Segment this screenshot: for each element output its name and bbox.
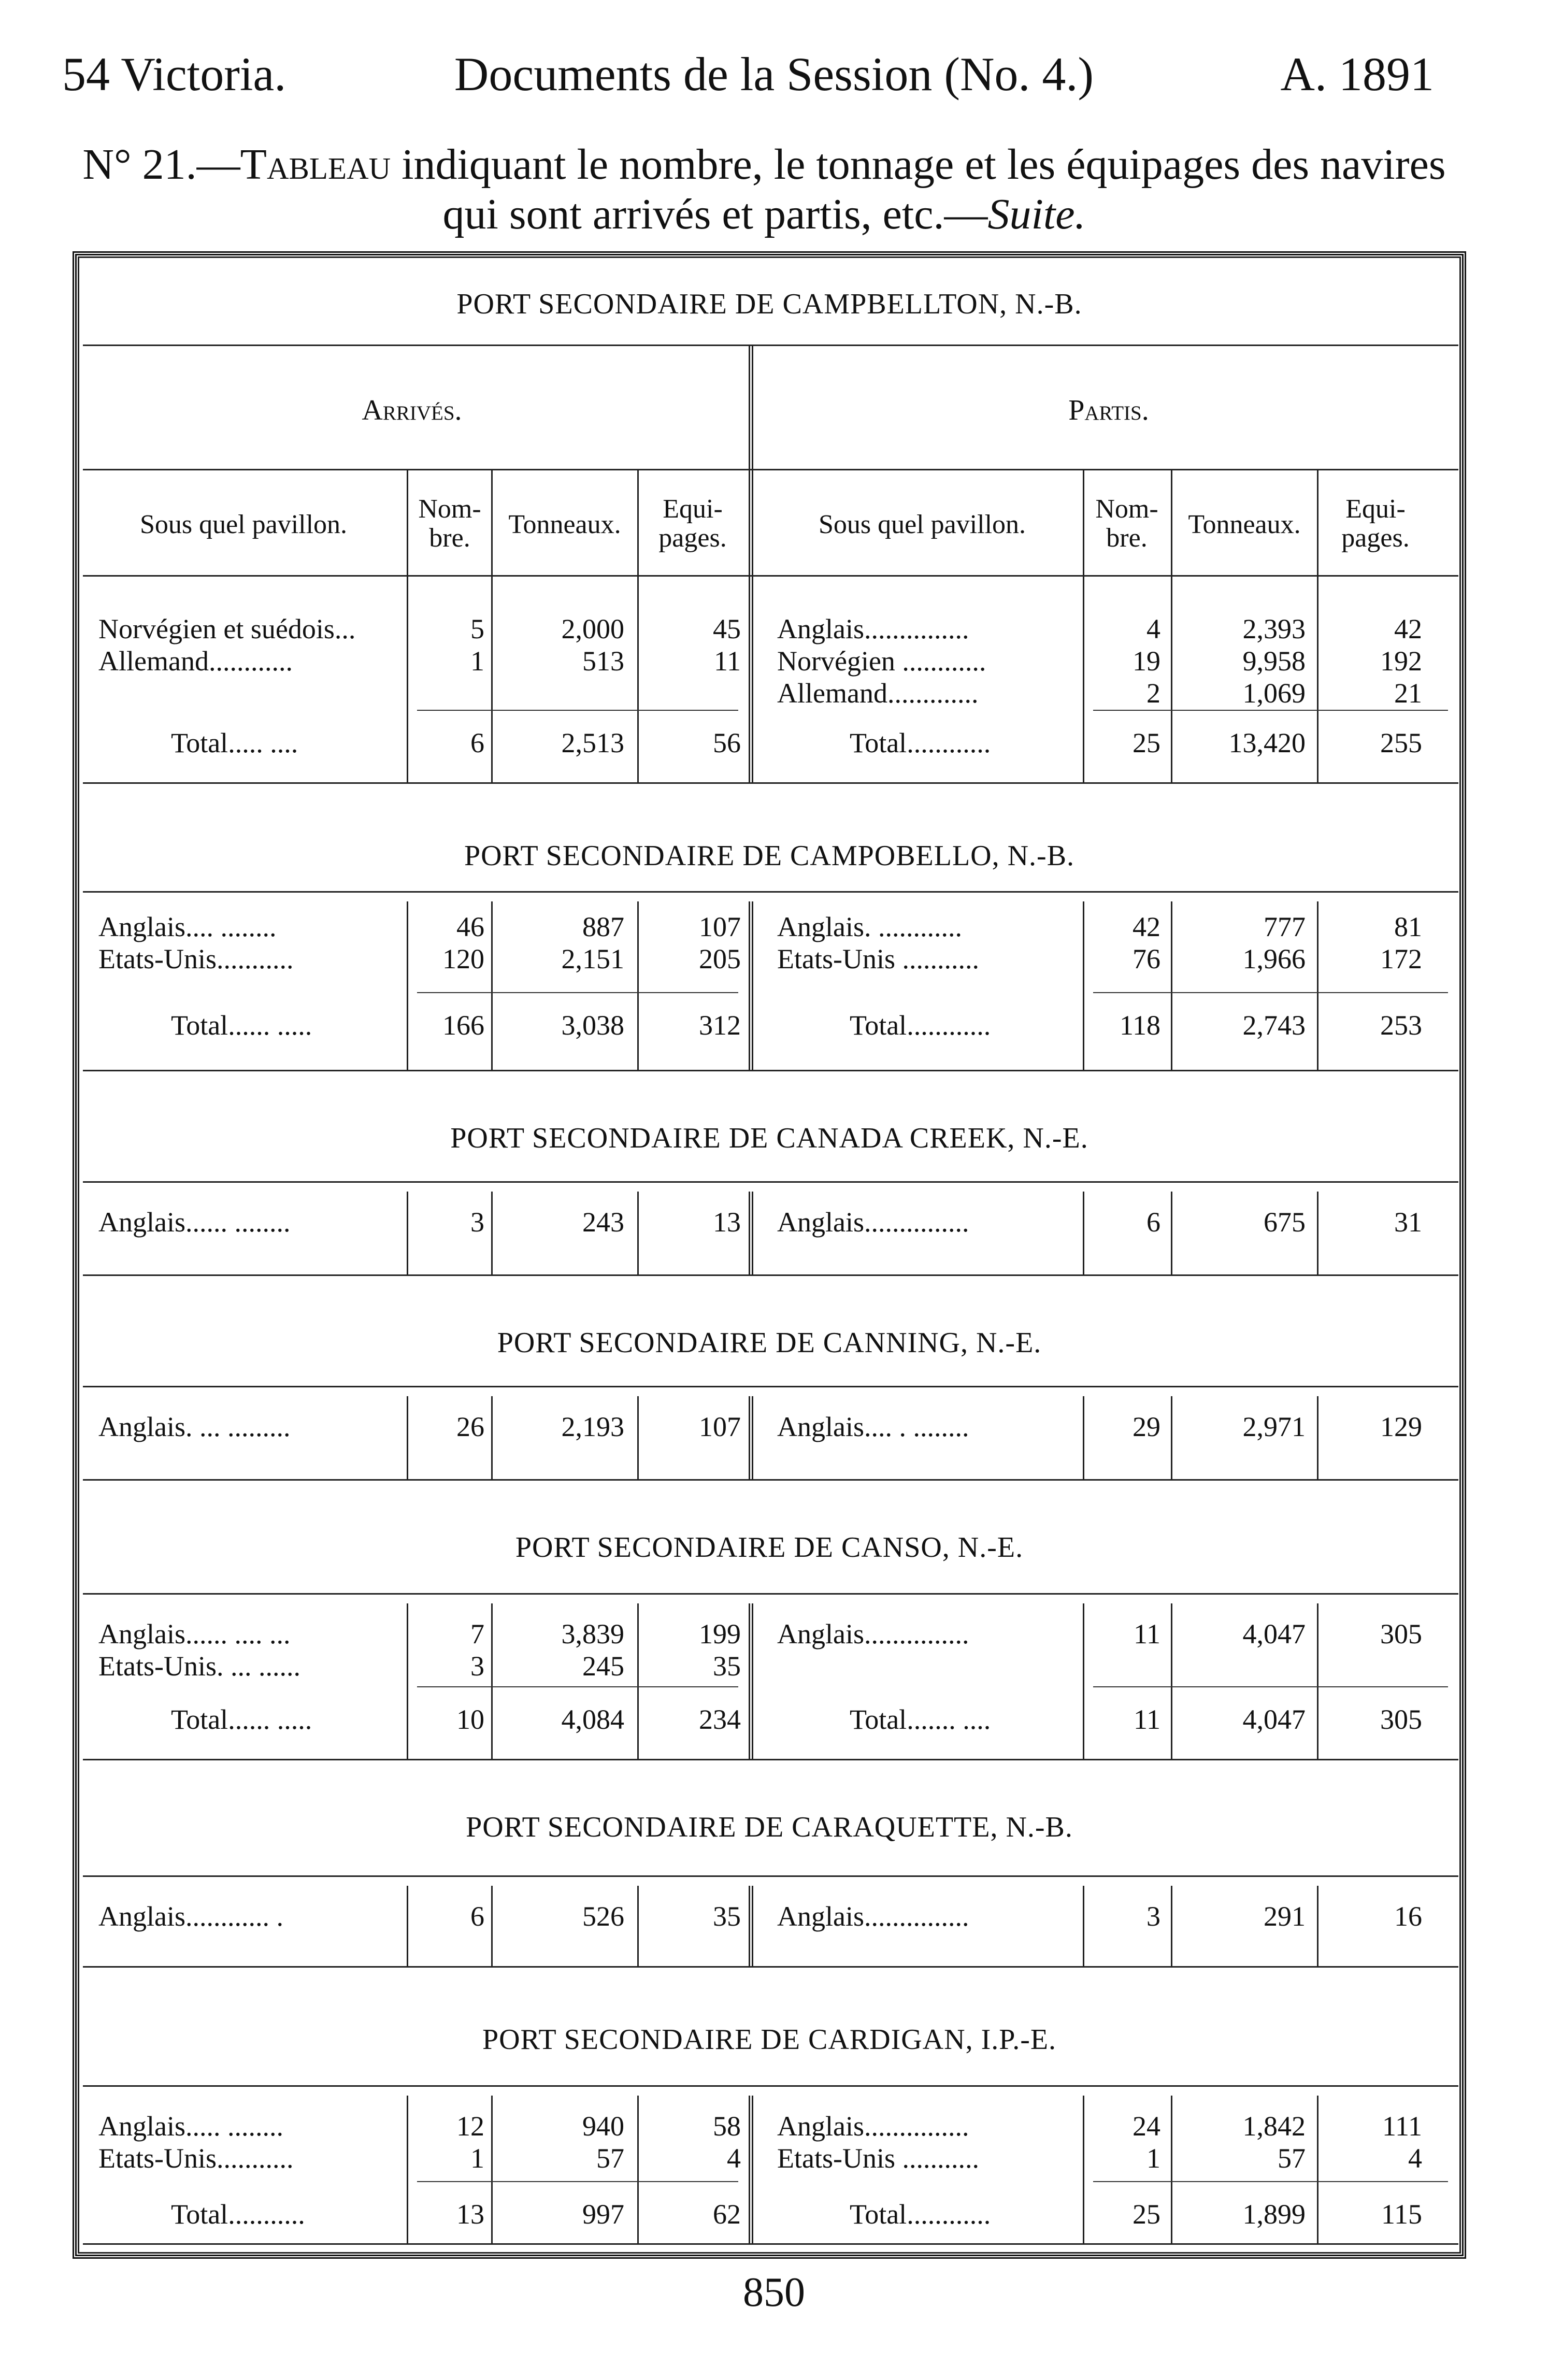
rule (83, 891, 1458, 893)
table-title-rest: indiquant le nombre, le tonnage et les équipages des navires (391, 140, 1446, 189)
departed-total-tons: 13,420 (1228, 727, 1306, 758)
departed-heading: Partis. (1068, 394, 1149, 426)
departed-crew-column-header (1318, 495, 1432, 553)
arrived-tons-cell: 513 (582, 646, 624, 677)
departed-number-cell: 11 (1134, 1618, 1160, 1650)
arrived-flag-cell: Anglais............ . (98, 1901, 283, 1932)
column-line (1171, 1886, 1172, 1966)
column-line (1171, 469, 1172, 782)
port-section-title: PORT SECONDAIRE DE CAMPBELLTON, N.-B. (456, 288, 1082, 320)
column-line (1317, 469, 1318, 782)
departed-flag-cell: Anglais............... (777, 1618, 969, 1650)
center-double-rule (749, 1396, 753, 1479)
departed-total-crew: 253 (1380, 1010, 1422, 1041)
departed-number-cell: 2 (1146, 678, 1160, 709)
arrived-number-column-header (408, 495, 491, 553)
departed-number-cell: 24 (1133, 2111, 1160, 2142)
total-rule (1093, 2181, 1448, 2182)
departed-total-crew: 115 (1381, 2199, 1422, 2230)
arrived-total-number: 13 (456, 2199, 484, 2230)
arrived-tons-cell: 243 (582, 1207, 624, 1238)
arrived-flag-cell: Etats-Unis. ... ...... (98, 1651, 300, 1682)
departed-total-number: 118 (1120, 1010, 1160, 1041)
arrived-crew-cell: 35 (713, 1651, 741, 1682)
departed-flag-cell: Etats-Unis ........... (777, 943, 979, 974)
column-line (491, 1603, 493, 1759)
departed-flag-cell: Allemand............. (777, 678, 979, 709)
departed-number-cell: 6 (1146, 1207, 1160, 1238)
column-line (1083, 1396, 1084, 1479)
arrived-tons-cell: 2,151 (561, 943, 624, 974)
column-line (407, 1396, 408, 1479)
arrived-crew-cell: 4 (727, 2143, 741, 2174)
departed-crew-cell: 16 (1394, 1901, 1422, 1932)
arrived-tons-cell: 3,839 (561, 1618, 624, 1650)
departed-flag-cell: Anglais............... (777, 2111, 969, 2142)
arrived-number-cell: 46 (456, 911, 484, 942)
departed-crew-cell: 21 (1394, 678, 1422, 709)
arrived-total-crew: 56 (713, 727, 741, 758)
arrived-flag-cell: Anglais..... ........ (98, 2111, 283, 2142)
arrived-tons-cell: 2,000 (561, 613, 624, 644)
number-header-line2: bre. (1106, 523, 1148, 553)
departed-tons-cell: 291 (1264, 1901, 1306, 1932)
arrived-number-cell: 5 (470, 613, 484, 644)
arrived-total-tons: 3,038 (561, 1010, 624, 1041)
arrived-tons-column-header: Tonneaux. (508, 510, 621, 539)
center-double-rule (749, 1192, 753, 1274)
column-line (407, 1603, 408, 1759)
arrived-crew-cell: 199 (699, 1618, 741, 1650)
section-bottom-rule (83, 1479, 1458, 1481)
departed-total-tons: 4,047 (1242, 1704, 1306, 1735)
departed-flag-cell: Anglais. ............ (777, 911, 962, 942)
column-line (491, 1396, 493, 1479)
total-rule (417, 710, 738, 711)
column-line (1083, 1886, 1084, 1966)
column-line (637, 1396, 639, 1479)
table-title-line1 (78, 140, 1451, 190)
column-line (637, 2096, 639, 2243)
header-session-left: 54 Victoria. (62, 48, 286, 101)
arrived-flag-cell: Anglais. ... ......... (98, 1411, 291, 1442)
arrived-number-cell: 6 (470, 1901, 484, 1932)
departed-flag-cell: Anglais............... (777, 1901, 969, 1932)
section-bottom-rule (83, 1274, 1458, 1276)
departed-total-number: 25 (1133, 727, 1160, 758)
crew-header-line2: pages. (658, 523, 727, 553)
departed-total-tons: 2,743 (1242, 1010, 1306, 1041)
column-line (1171, 1192, 1172, 1274)
arrived-crew-cell: 35 (713, 1901, 741, 1932)
arrived-crew-cell: 13 (713, 1207, 741, 1238)
rule (83, 1181, 1458, 1183)
column-line (1317, 1396, 1318, 1479)
column-line (1171, 901, 1172, 1070)
total-rule (417, 1686, 738, 1687)
arrived-tons-cell: 887 (582, 911, 624, 942)
departed-number-cell: 76 (1133, 943, 1160, 974)
total-rule (417, 992, 738, 993)
arrived-total-label: Total........... (171, 2199, 305, 2230)
departed-crew-cell: 31 (1394, 1207, 1422, 1238)
section-bottom-rule (83, 2243, 1458, 2245)
rule (83, 1875, 1458, 1877)
arrived-total-crew: 62 (713, 2199, 741, 2230)
column-line (1171, 1396, 1172, 1479)
arrived-tons-cell: 2,193 (561, 1411, 624, 1442)
arrived-flag-cell: Allemand............ (98, 646, 293, 677)
departed-total-number: 25 (1133, 2199, 1160, 2230)
departed-total-tons: 1,899 (1242, 2199, 1306, 2230)
departed-tons-cell: 1,842 (1242, 2111, 1306, 2142)
departed-flag-column-header: Sous quel pavillon. (818, 510, 1026, 539)
departed-flag-cell: Anglais............... (777, 1207, 969, 1238)
column-line (407, 1886, 408, 1966)
center-double-rule (749, 2096, 753, 2243)
departed-flag-cell: Etats-Unis ........... (777, 2143, 979, 2174)
departed-tons-cell: 4,047 (1242, 1618, 1306, 1650)
departed-flag-cell: Anglais.... . ........ (777, 1411, 969, 1442)
arrived-total-tons: 997 (582, 2199, 624, 2230)
arrived-number-cell: 120 (442, 943, 484, 974)
departed-total-label: Total....... .... (850, 1704, 991, 1735)
arrived-number-cell: 12 (456, 2111, 484, 2142)
table-word: Tableau (240, 140, 391, 189)
column-line (1083, 469, 1084, 782)
departed-number-cell: 4 (1146, 613, 1160, 644)
arrived-total-label: Total...... ..... (171, 1704, 312, 1735)
arrived-flag-column-header: Sous quel pavillon. (139, 510, 348, 539)
arrived-total-crew: 312 (699, 1010, 741, 1041)
header-year: A. 1891 (1280, 48, 1434, 101)
departed-tons-cell: 777 (1264, 911, 1306, 942)
port-section-title: PORT SECONDAIRE DE CAMPOBELLO, N.-B. (464, 840, 1075, 872)
departed-crew-cell: 111 (1382, 2111, 1422, 2142)
column-line (491, 1192, 493, 1274)
departed-number-column-header (1083, 495, 1171, 553)
column-line (1083, 1603, 1084, 1759)
column-line (637, 1886, 639, 1966)
arrived-flag-cell: Etats-Unis........... (98, 943, 294, 974)
arrived-total-label: Total...... ..... (171, 1010, 312, 1041)
departed-tons-cell: 57 (1278, 2143, 1306, 2174)
rule (83, 1386, 1458, 1387)
column-line (1171, 1603, 1172, 1759)
center-double-rule (749, 901, 753, 1070)
total-rule (417, 2181, 738, 2182)
arrived-crew-cell: 58 (713, 2111, 741, 2142)
departed-tons-cell: 9,958 (1242, 646, 1306, 677)
column-line (1083, 901, 1084, 1070)
arrived-number-cell: 1 (470, 2143, 484, 2174)
column-line (1317, 1886, 1318, 1966)
center-double-rule (749, 1886, 753, 1966)
departed-number-cell: 42 (1133, 911, 1160, 942)
arrived-flag-cell: Anglais...... ........ (98, 1207, 291, 1238)
column-line (491, 1886, 493, 1966)
crew-header-line1: Equi- (663, 494, 723, 524)
column-line (1317, 901, 1318, 1070)
departed-total-number: 11 (1134, 1704, 1160, 1735)
column-line (1317, 2096, 1318, 2243)
arrived-total-number: 166 (442, 1010, 484, 1041)
arrived-number-cell: 7 (470, 1618, 484, 1650)
total-rule (1093, 710, 1448, 711)
column-line (407, 2096, 408, 2243)
rule (83, 1593, 1458, 1595)
column-line (1083, 1192, 1084, 1274)
arrived-crew-cell: 205 (699, 943, 741, 974)
table-title-line2-text: qui sont arrivés et partis, etc.— (442, 190, 988, 238)
arrived-flag-cell: Norvégien et suédois... (98, 613, 356, 644)
rule (83, 469, 1458, 470)
table-number: N° 21.— (82, 140, 240, 189)
departed-number-cell: 1 (1146, 2143, 1160, 2174)
arrived-number-cell: 26 (456, 1411, 484, 1442)
departed-total-label: Total............ (850, 727, 991, 758)
arrived-number-cell: 3 (470, 1207, 484, 1238)
number-header-line1: Nom- (418, 494, 481, 524)
departed-crew-cell: 192 (1380, 646, 1422, 677)
column-line (407, 1192, 408, 1274)
number-header-line1: Nom- (1095, 494, 1158, 524)
column-line (407, 469, 408, 782)
page-number: 850 (743, 2270, 805, 2315)
column-line (491, 469, 493, 782)
total-rule (1093, 992, 1448, 993)
column-line (491, 901, 493, 1070)
departed-crew-cell: 305 (1380, 1618, 1422, 1650)
crew-header-line1: Equi- (1345, 494, 1406, 524)
arrived-crew-cell: 107 (699, 911, 741, 942)
rule (83, 575, 1458, 577)
arrived-crew-cell: 11 (714, 646, 741, 677)
port-section-title: PORT SECONDAIRE DE CANNING, N.-E. (497, 1327, 1042, 1359)
column-line (1083, 2096, 1084, 2243)
arrived-total-number: 10 (456, 1704, 484, 1735)
arrived-total-number: 6 (470, 727, 484, 758)
header-document-title: Documents de la Session (No. 4.) (454, 48, 1094, 101)
departed-tons-cell: 675 (1264, 1207, 1306, 1238)
column-line (637, 1192, 639, 1274)
arrived-tons-cell: 57 (596, 2143, 624, 2174)
arrived-crew-cell: 107 (699, 1411, 741, 1442)
column-line (637, 1603, 639, 1759)
departed-flag-cell: Anglais............... (777, 613, 969, 644)
arrived-crew-column-header (638, 495, 747, 553)
column-line (1317, 1603, 1318, 1759)
arrived-total-tons: 4,084 (561, 1704, 624, 1735)
departed-total-crew: 305 (1380, 1704, 1422, 1735)
departed-flag-cell: Norvégien ............ (777, 646, 986, 677)
departed-tons-cell: 1,069 (1242, 678, 1306, 709)
arrived-heading: Arrivés. (362, 394, 462, 426)
departed-crew-cell: 81 (1394, 911, 1422, 942)
departed-number-cell: 19 (1133, 646, 1160, 677)
departed-tons-cell: 2,971 (1242, 1411, 1306, 1442)
rule (83, 345, 1458, 346)
column-line (637, 469, 639, 782)
section-bottom-rule (83, 1759, 1458, 1760)
table-inner-frame (78, 256, 1461, 2254)
section-bottom-rule (83, 1070, 1458, 1071)
number-header-line2: bre. (429, 523, 470, 553)
port-section-title: PORT SECONDAIRE DE CANADA CREEK, N.-E. (450, 1122, 1088, 1154)
arrived-number-cell: 1 (470, 646, 484, 677)
departed-number-cell: 3 (1146, 1901, 1160, 1932)
arrived-total-crew: 234 (699, 1704, 741, 1735)
arrived-flag-cell: Anglais.... ........ (98, 911, 277, 942)
total-rule (1093, 1686, 1448, 1687)
departed-total-crew: 255 (1380, 727, 1422, 758)
departed-total-label: Total............ (850, 1010, 991, 1041)
departed-crew-cell: 172 (1380, 943, 1422, 974)
section-bottom-rule (83, 1966, 1458, 1968)
departed-tons-cell: 2,393 (1242, 613, 1306, 644)
departed-tons-column-header: Tonneaux. (1188, 510, 1301, 539)
column-line (491, 2096, 493, 2243)
departed-tons-cell: 1,966 (1242, 943, 1306, 974)
arrived-tons-cell: 526 (582, 1901, 624, 1932)
center-double-rule (749, 345, 753, 782)
table-title-suite: Suite. (987, 190, 1086, 238)
arrived-flag-cell: Anglais...... .... ... (98, 1618, 291, 1650)
center-double-rule (749, 1603, 753, 1759)
table-title-line2 (78, 190, 1451, 239)
arrived-tons-cell: 940 (582, 2111, 624, 2142)
port-section-title: PORT SECONDAIRE DE CARAQUETTE, N.-B. (466, 1811, 1073, 1843)
column-line (1317, 1192, 1318, 1274)
section-bottom-rule (83, 782, 1458, 784)
departed-total-label: Total............ (850, 2199, 991, 2230)
arrived-flag-cell: Etats-Unis........... (98, 2143, 294, 2174)
arrived-total-label: Total..... .... (171, 727, 298, 758)
column-line (1171, 2096, 1172, 2243)
port-section-title: PORT SECONDAIRE DE CANSO, N.-E. (515, 1531, 1024, 1564)
column-line (637, 901, 639, 1070)
rule (83, 2085, 1458, 2087)
departed-crew-cell: 4 (1408, 2143, 1422, 2174)
arrived-total-tons: 2,513 (561, 727, 624, 758)
crew-header-line2: pages. (1341, 523, 1410, 553)
arrived-crew-cell: 45 (713, 613, 741, 644)
departed-crew-cell: 42 (1394, 613, 1422, 644)
departed-number-cell: 29 (1133, 1411, 1160, 1442)
departed-crew-cell: 129 (1380, 1411, 1422, 1442)
arrived-number-cell: 3 (470, 1651, 484, 1682)
arrived-tons-cell: 245 (582, 1651, 624, 1682)
column-line (407, 901, 408, 1070)
port-section-title: PORT SECONDAIRE DE CARDIGAN, I.P.-E. (482, 2024, 1057, 2056)
